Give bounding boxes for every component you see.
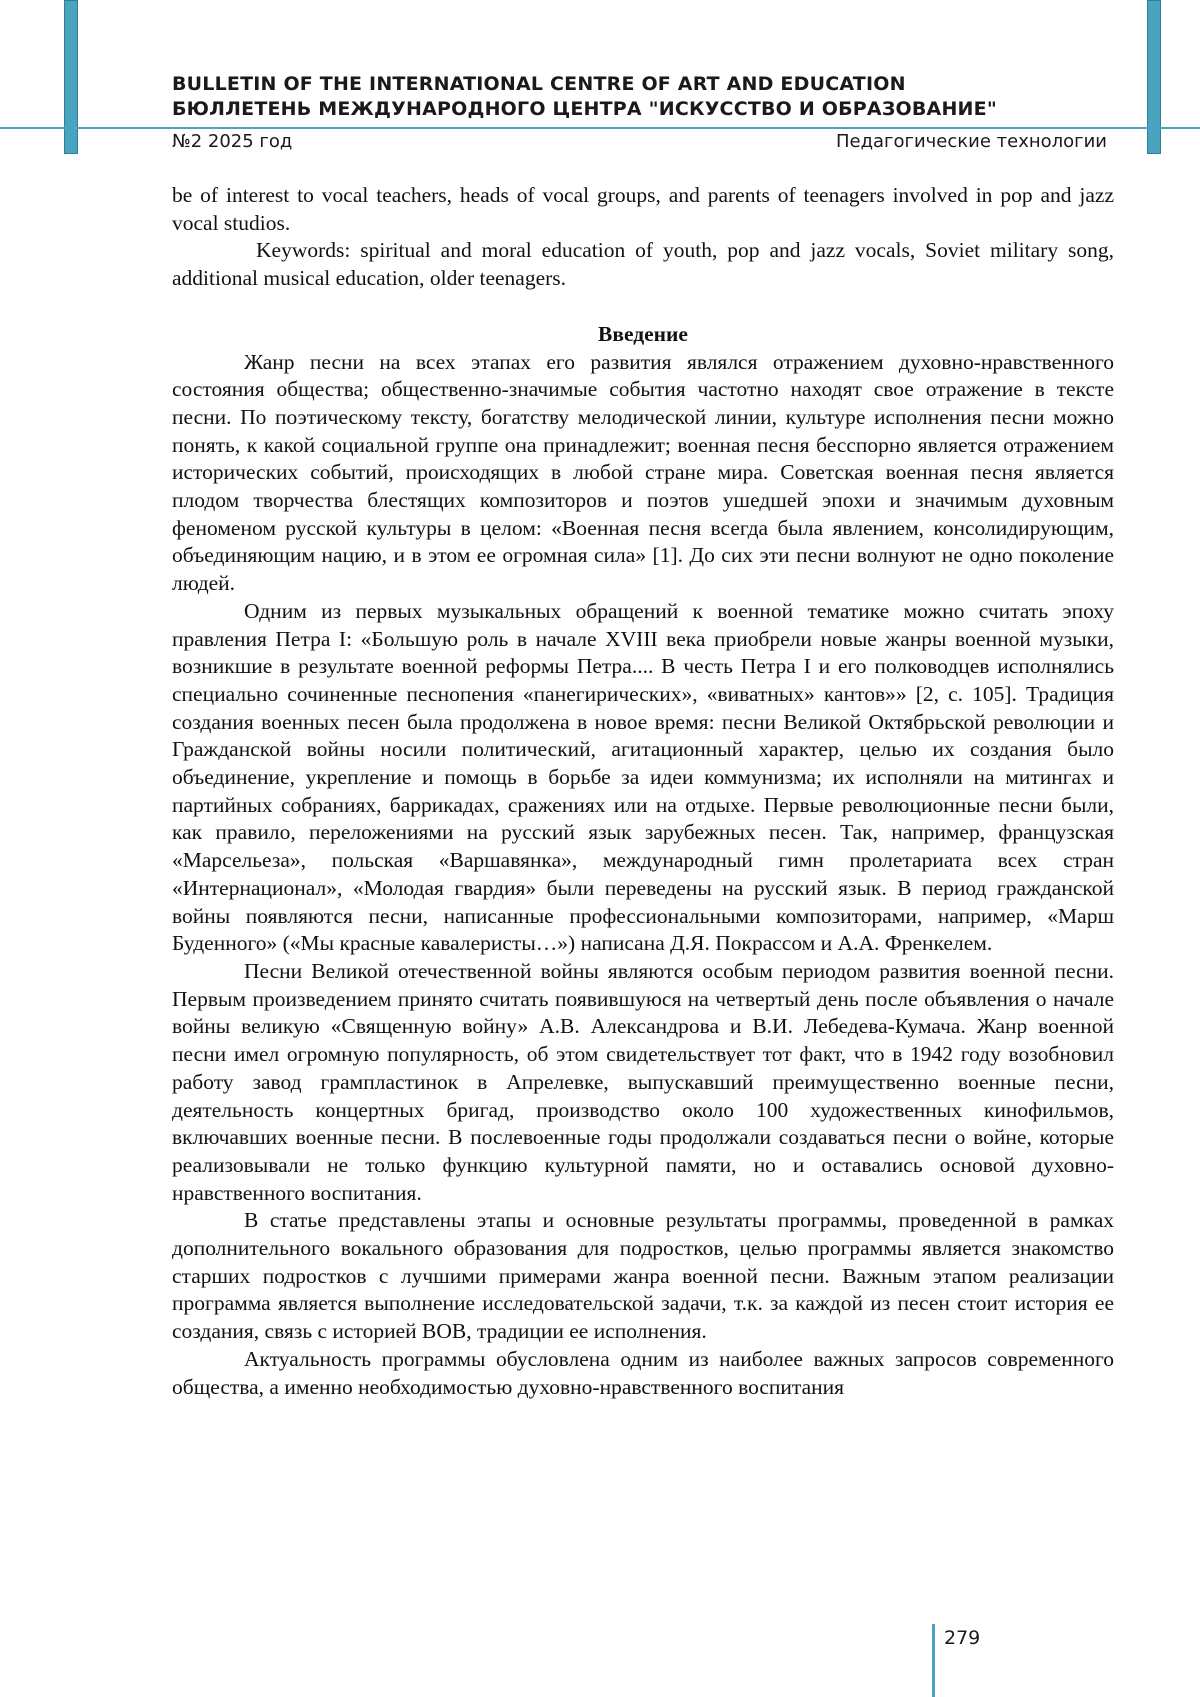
journal-title bbox=[172, 72, 1112, 122]
paragraph: Песни Великой отечественной войны являются особым периодом развития военной песни. Первым произведением принято считать появившуюся на четвертый день после объявления о начале войны великую «Священную войну» А.В. Александрова и В.И. Лебедева-Кумача. Жанр военной песни имел огромную популярность, об этом свидетельствует тот факт, что в 1942 году возобновил работу завод грампластинок в Апрелевке, выпускавший преимущественно военные песни, деятельность концертных бригад, производство около 100 художественных кинофильмов, включавших военные песни. В послевоенные годы продолжали создаваться песни о войне, которые реализовывали не только функцию культурной памяти, но и оставались основой духовно-нравственного воспитания. bbox=[172, 958, 1114, 1205]
abstract-tail: be of interest to vocal teachers, heads of vocal groups, and parents of teenagers involved in pop and jazz vocal studios. bbox=[172, 183, 1114, 235]
section-label: Педагогические технологии bbox=[835, 131, 1107, 152]
journal-title-ru: БЮЛЛЕТЕНЬ МЕЖДУНАРОДНОГО ЦЕНТРА "ИСКУССТВО И ОБРАЗОВАНИЕ" bbox=[172, 98, 997, 120]
header-accent-bar-left bbox=[64, 0, 78, 154]
paragraph: Актуальность программы обусловлена одним из наиболее важных запросов современного общества, а именно необходимостью духовно-нравственного воспитания bbox=[172, 1346, 1114, 1399]
section-heading-introduction: Введение bbox=[598, 321, 688, 346]
footer-accent-bar bbox=[932, 1624, 935, 1697]
article-body bbox=[172, 182, 1114, 1401]
header-accent-bar-right bbox=[1147, 0, 1161, 154]
paragraph: Жанр песни на всех этапах его развития являлся отражением духовно-нравственного состояния общества; общественно-значимые события частотно находят свое отражение в тексте песни. По поэтическому тексту, богатству мелодической линии, культуре исполнения песни можно понять, к какой социальной группе она принадлежит; военная песня бесспорно является отражением исторических событий, происходящих в любой стране мира. Советская военная песня является плодом творчества блестящих композиторов и поэтов ушедшей эпохи и значимым духовным феноменом русской культуры в целом: «Военная песня всегда была явлением, консолидирующим, объединяющим нацию, и в этом ее огромная сила» [1]. До сих эти песни волнуют не одно поколение людей. bbox=[172, 349, 1114, 596]
paragraph: Одним из первых музыкальных обращений к военной тематике можно считать эпоху правления Петра I: «Большую роль в начале XVIII века приобрели новые жанры военной музыки, возникшие в результате военной реформы Петра.... В честь Петра I и его полководцев исполнялись специально сочиненные песнопения «панегирических», «виватных» кантов»» [2, с. 105]. Традиция создания военных песен была продолжена в новое время: песни Великой Октябрьской революции и Гражданской войны носили политический, агитационный характер, целью их создания было объединение, укрепление и помощь в борьбе за идеи коммунизма; их исполняли на митингах и партийных собраниях, баррикадах, сражениях или на отдыхе. Первые революционные песни были, как правило, переложениями на русский язык зарубежных песен. Так, например, французская «Марсельеза», польская «Варшавянка», международный гимн пролетариата всех стран «Интернационал», «Молодая гвардия» были переведены на русский язык. В период гражданской войны появляются песни, написанные профессиональными композиторами, например, «Марш Буденного» («Мы красные кавалеристы…») написана Д.Я. Покрассом и А.А. Френкелем. bbox=[172, 598, 1114, 956]
keywords: Keywords: spiritual and moral education of youth, pop and jazz vocals, Soviet military song, additional musical education, older teenagers. bbox=[172, 238, 1114, 291]
paragraph: В статье представлены этапы и основные результаты программы, проведенной в рамках дополнительного вокального образования для подростков, целью программы является знакомство старших подростков с лучшими примерами жанра военной песни. Важным этапом реализации программа является выполнение исследовательской задачи, т.к. за каждой из песен стоит история ее создания, связь с историей ВОВ, традиции ее исполнения. bbox=[172, 1208, 1114, 1344]
page-number: 279 bbox=[944, 1627, 981, 1649]
issue-label: №2 2025 год bbox=[172, 131, 293, 152]
header-rule bbox=[0, 127, 1200, 129]
journal-title-en: BULLETIN OF THE INTERNATIONAL CENTRE OF ART AND EDUCATION bbox=[172, 73, 906, 95]
